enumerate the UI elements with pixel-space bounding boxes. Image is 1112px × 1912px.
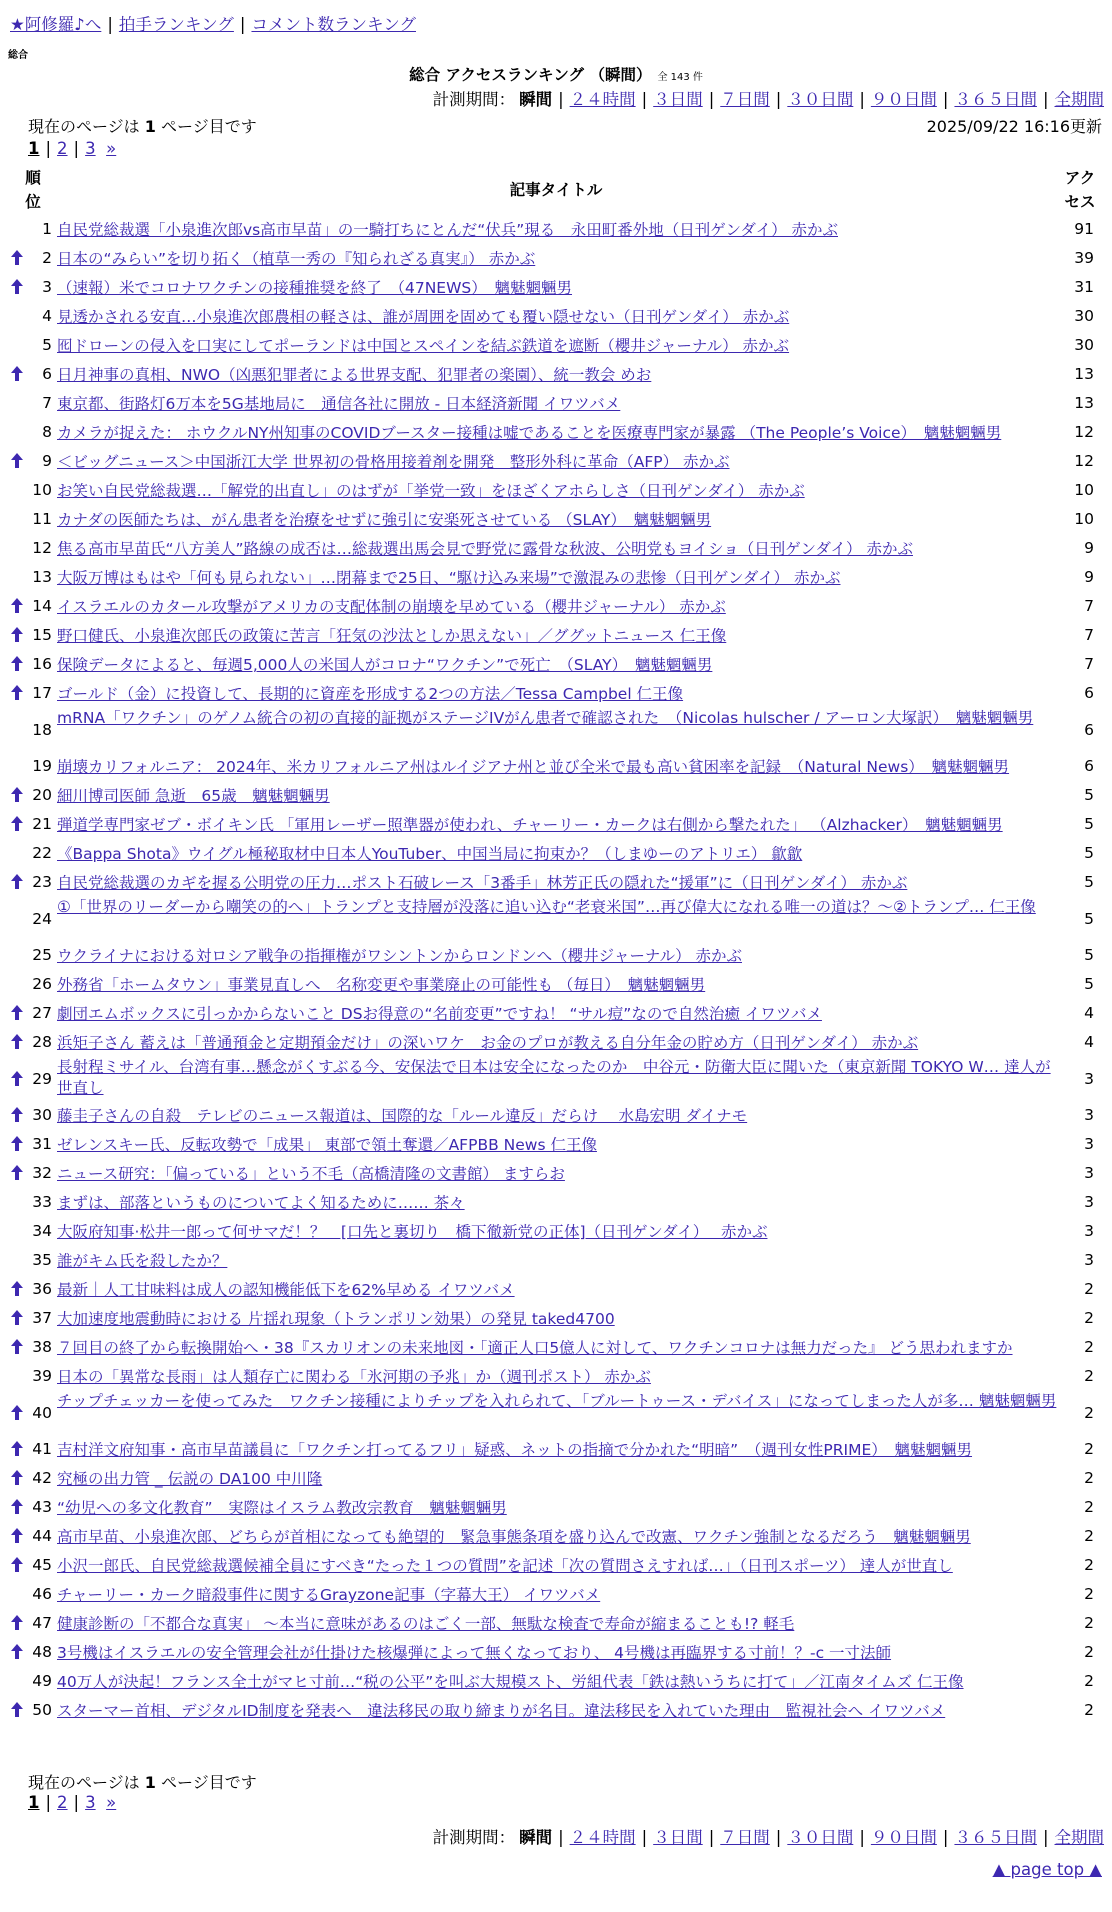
up-arrow-icon <box>10 365 24 386</box>
row-access-count: 13 <box>1074 365 1094 383</box>
row-access-count: 3 <box>1084 1251 1094 1269</box>
row-access-count: 2 <box>1084 1404 1094 1422</box>
ranking-row <box>0 1435 1112 1464</box>
ranking-title-row <box>0 63 1112 85</box>
up-arrow-icon <box>10 1004 24 1025</box>
ranking-row <box>0 1609 1112 1638</box>
row-rank: 14 <box>32 597 52 615</box>
current-page-suffix: ページ目です <box>161 117 257 136</box>
ranking-row <box>0 1304 1112 1333</box>
row-rank: 41 <box>32 1440 52 1458</box>
ranking-row <box>0 447 1112 476</box>
category-label: 総合 <box>8 50 28 61</box>
row-access-count: 5 <box>1084 946 1094 964</box>
row-rank: 7 <box>42 394 52 412</box>
article-title-link[interactable]: ７回目の終了から転換開始へ・38『スカリオンの未来地図・「適正人口5億人に対して、ワクチンコロナは無力だった』 どう思われますか <box>57 1339 1013 1357</box>
article-title-link[interactable]: 劇団エムボックスに引っかからないこと DSお得意の“名前変更”ですね！ “サル痘”なので自然治癒 イワツバメ <box>57 1005 822 1023</box>
row-rank: 45 <box>32 1556 52 1574</box>
row-access-count: 3 <box>1084 1222 1094 1240</box>
article-title-link[interactable]: 高市早苗、小泉進次郎、どちらが首相になっても絶望的 緊急事態条項を盛り込んで改憲、ワクチン強制となるだろう 魑魅魍魎男 <box>57 1528 971 1546</box>
row-access-count: 7 <box>1084 655 1094 673</box>
row-rank: 13 <box>32 568 52 586</box>
up-arrow-icon <box>10 1643 24 1664</box>
row-access-count: 7 <box>1084 597 1094 615</box>
row-rank: 25 <box>32 946 52 964</box>
row-access-count: 2 <box>1084 1614 1094 1632</box>
period-label: 計測期間： <box>432 90 516 109</box>
article-title-link[interactable]: ゼレンスキー氏、反転攻勢で「成果」 東部で領土奪還／AFPBB News 仁王像 <box>57 1136 597 1154</box>
row-rank: 21 <box>32 815 52 833</box>
ranking-row <box>0 331 1112 360</box>
article-title-link[interactable]: 大阪万博はもはや「何も見られない」…閉幕まで25日、“駆け込み来場”で激混みの悲惨（日刊ゲンダイ） 赤かぶ <box>57 569 841 587</box>
current-page-number: 1 <box>144 1773 156 1792</box>
row-rank: 31 <box>32 1135 52 1153</box>
ranking-row <box>0 1333 1112 1362</box>
up-arrow-icon <box>10 249 24 270</box>
clap-ranking-link[interactable]: 拍手ランキング <box>118 15 234 34</box>
row-access-count: 7 <box>1084 626 1094 644</box>
period-7d-link[interactable]: ７日間 <box>720 1828 770 1847</box>
article-title-link[interactable]: （速報）米でコロナワクチンの接種推奨を終了 （47NEWS） 魑魅魍魎男 <box>57 279 573 297</box>
ranking-row <box>0 476 1112 505</box>
row-rank: 49 <box>32 1672 52 1690</box>
row-access-count: 9 <box>1084 568 1094 586</box>
ranking-list <box>0 215 1112 1725</box>
row-rank: 34 <box>32 1222 52 1240</box>
row-rank: 19 <box>32 757 52 775</box>
row-rank: 43 <box>32 1498 52 1516</box>
row-rank: 3 <box>42 278 52 296</box>
updated-timestamp: 2025/09/22 16:16更新 <box>926 117 1102 136</box>
article-title-link[interactable]: 野口健氏、小泉進次郎氏の政策に苦言「狂気の沙汰としか思えない」／ググットニュース 仁王像 <box>57 627 727 645</box>
row-access-count: 2 <box>1084 1367 1094 1385</box>
ranking-row <box>0 1638 1112 1667</box>
article-title-link[interactable]: チップチェッカーを使ってみた ワクチン接種によりチップを入れられて、「ブルートゥース・デバイス」になってしまった人が多… 魑魅魍魎男 <box>57 1392 1057 1410</box>
ranking-row <box>0 1580 1112 1609</box>
header-rank: 順位 <box>25 169 41 211</box>
article-title-link[interactable]: 東京都、街路灯6万本を5G基地局に 通信各社に開放 - 日本経済新聞 イワツバメ <box>57 395 621 413</box>
row-access-count: 2 <box>1084 1309 1094 1327</box>
row-access-count: 2 <box>1084 1556 1094 1574</box>
article-title-link[interactable]: 究極の出力管 _ 伝説の DA100 中川隆 <box>57 1470 323 1488</box>
pager-top: 1 | 2 | 3 » <box>28 139 117 158</box>
pager-current: 1 <box>28 1793 40 1812</box>
period-all-link[interactable]: 全期間 <box>1054 90 1104 109</box>
row-access-count: 6 <box>1084 721 1094 739</box>
row-rank: 38 <box>32 1338 52 1356</box>
up-arrow-icon <box>10 1440 24 1461</box>
article-title-link[interactable]: お笑い自民党総裁選…「解党的出直し」のはずが「挙党一致」をほざくアホらしさ（日刊ゲンダイ） 赤かぶ <box>57 482 805 500</box>
row-access-count: 91 <box>1074 220 1094 238</box>
row-rank: 23 <box>32 873 52 891</box>
row-rank: 20 <box>32 786 52 804</box>
ranking-row <box>0 1275 1112 1304</box>
ranking-row <box>0 650 1112 679</box>
ranking-row <box>0 1522 1112 1551</box>
up-arrow-icon <box>10 684 24 705</box>
row-access-count: 10 <box>1074 510 1094 528</box>
article-title-link[interactable]: 吉村洋文府知事・高市早苗議員に「ワクチン打ってるフリ」疑惑、ネットの指摘で分かれた“明暗” （週刊女性PRIME） 魑魅魍魎男 <box>57 1441 973 1459</box>
ranking-row <box>0 970 1112 999</box>
ranking-row <box>0 1464 1112 1493</box>
period-3d-link[interactable]: ３日間 <box>653 1828 703 1847</box>
ranking-row <box>0 1246 1112 1275</box>
current-page-prefix: 現在のページは <box>28 117 140 136</box>
up-arrow-icon <box>10 1135 24 1156</box>
article-title-link[interactable]: 長射程ミサイル、台湾有事…懸念がくすぶる今、安保法で日本は安全になったのか 中谷元・防衛大臣に聞いた（東京新聞 TOKYO W… 達人が世直し <box>57 1058 1051 1097</box>
row-rank: 2 <box>42 249 52 267</box>
up-arrow-icon <box>10 1614 24 1635</box>
current-page-info-bottom <box>28 1770 257 1793</box>
row-rank: 10 <box>32 481 52 499</box>
ranking-row <box>0 592 1112 621</box>
article-title-link[interactable]: 健康診断の「不都合な真実」 ～本当に意味があるのはごく一部、無駄な検査で寿命が縮まることも!? 軽毛 <box>57 1615 795 1633</box>
ranking-row <box>0 941 1112 970</box>
row-access-count: 12 <box>1074 452 1094 470</box>
ranking-row <box>0 621 1112 650</box>
article-title-link[interactable]: 藤圭子さんの自殺 テレビのニュース報道は、国際的な「ルール違反」だらけ 水島宏明 ダイナモ <box>57 1107 748 1125</box>
row-rank: 26 <box>32 975 52 993</box>
article-title-link[interactable]: ウクライナにおける対ロシア戦争の指揮権がワシントンからロンドンへ（櫻井ジャーナル） 赤かぶ <box>57 947 742 965</box>
period-90d-link[interactable]: ９０日間 <box>870 90 937 109</box>
period-24h-link[interactable]: ２４時間 <box>569 1828 636 1847</box>
row-rank: 16 <box>32 655 52 673</box>
ranking-row <box>0 1493 1112 1522</box>
ranking-row <box>0 1217 1112 1246</box>
up-arrow-icon <box>10 1070 24 1091</box>
row-access-count: 5 <box>1084 910 1094 928</box>
ranking-row <box>0 839 1112 868</box>
ranking-row <box>0 389 1112 418</box>
row-access-count: 6 <box>1084 757 1094 775</box>
row-rank: 42 <box>32 1469 52 1487</box>
article-title-link[interactable]: 40万人が決起！フランス全土がマヒ寸前…“税の公平”を叫ぶ大規模スト、労組代表「鉄は熱いうちに打て」／江南タイムズ 仁王像 <box>57 1673 964 1691</box>
row-rank: 11 <box>32 510 52 528</box>
current-page-number: 1 <box>144 117 156 136</box>
current-page-info <box>28 114 257 137</box>
row-access-count: 5 <box>1084 873 1094 891</box>
row-rank: 40 <box>32 1404 52 1422</box>
row-access-count: 13 <box>1074 394 1094 412</box>
row-rank: 35 <box>32 1251 52 1269</box>
ranking-row <box>0 679 1112 708</box>
row-rank: 1 <box>42 220 52 238</box>
header-access: アクセス <box>1064 169 1096 211</box>
up-arrow-icon <box>10 1701 24 1722</box>
row-rank: 9 <box>42 452 52 470</box>
row-access-count: 4 <box>1084 1004 1094 1022</box>
nav-separator: | <box>239 15 246 34</box>
ranking-row <box>0 1188 1112 1217</box>
pager-next[interactable]: » <box>106 1793 117 1812</box>
period-90d-link[interactable]: ９０日間 <box>870 1828 937 1847</box>
period-7d-link[interactable]: ７日間 <box>720 90 770 109</box>
article-title-link[interactable]: 日月神事の真相、NWO（凶悪犯罪者による世界支配、犯罪者の楽園）、統一教会 めお <box>57 366 652 384</box>
article-title-link[interactable]: スターマー首相、デジタルID制度を発表へ 違法移民の取り締まりが名目。違法移民を入れていた理由 監視社会へ イワツバメ <box>57 1702 946 1720</box>
row-rank: 22 <box>32 844 52 862</box>
header-title: 記事タイトル <box>509 181 603 199</box>
up-arrow-icon <box>10 1498 24 1519</box>
article-title-link[interactable]: 外務省「ホームタウン」事業見直しへ 名称変更や事業廃止の可能性も （毎日） 魑魅魍魎男 <box>57 976 706 994</box>
ranking-row <box>0 1130 1112 1159</box>
row-rank: 32 <box>32 1164 52 1182</box>
article-title-link[interactable]: 日本の“みらい”を切り拓く（植草一秀の『知られざる真実』） 赤かぶ <box>57 250 536 268</box>
row-access-count: 30 <box>1074 307 1094 325</box>
row-rank: 48 <box>32 1643 52 1661</box>
row-access-count: 5 <box>1084 815 1094 833</box>
row-access-count: 5 <box>1084 975 1094 993</box>
article-title-link[interactable]: 小沢一郎氏、自民党総裁選候補全員にすべき“たった１つの質問”を記述「次の質問さえすれば…」（日刊スポーツ） 達人が世直し <box>57 1557 953 1575</box>
ranking-row <box>0 1667 1112 1696</box>
row-rank: 47 <box>32 1614 52 1632</box>
ranking-row <box>0 708 1112 752</box>
ranking-row <box>0 360 1112 389</box>
row-rank: 50 <box>32 1701 52 1719</box>
ranking-row <box>0 1057 1112 1101</box>
row-access-count: 30 <box>1074 336 1094 354</box>
article-title-link[interactable]: イスラエルのカタール攻撃がアメリカの支配体制の崩壊を早めている（櫻井ジャーナル） 赤かぶ <box>57 598 726 616</box>
comment-ranking-link[interactable]: コメント数ランキング <box>251 15 416 34</box>
ranking-row <box>0 868 1112 897</box>
row-access-count: 3 <box>1084 1106 1094 1124</box>
ranking-row <box>0 273 1112 302</box>
article-title-link[interactable]: ①「世界のリーダーから嘲笑の的へ」トランプと支持層が没落に追い込む“老衰米国”…再び偉大になれる唯一の道は？～②トランプ… 仁王像 <box>57 898 1036 916</box>
up-arrow-icon <box>10 1404 24 1425</box>
up-arrow-icon <box>10 1338 24 1359</box>
ranking-row <box>0 244 1112 273</box>
row-access-count: 2 <box>1084 1338 1094 1356</box>
up-arrow-icon <box>10 597 24 618</box>
ranking-row <box>0 752 1112 781</box>
row-rank: 15 <box>32 626 52 644</box>
article-title-link[interactable]: 保険データによると、毎週5,000人の米国人がコロナ“ワクチン”で死亡 （SLAY） 魑魅魍魎男 <box>57 656 713 674</box>
period-365d-link[interactable]: ３６５日間 <box>954 1828 1037 1847</box>
current-page-suffix: ページ目です <box>161 1773 257 1792</box>
row-rank: 33 <box>32 1193 52 1211</box>
article-title-link[interactable]: カナダの医師たちは、がん患者を治療をせずに強引に安楽死させている （SLAY） 魑魅魍魎男 <box>57 511 712 529</box>
pager-link-2[interactable]: 2 <box>57 1793 68 1812</box>
row-access-count: 3 <box>1084 1135 1094 1153</box>
period-365d-link[interactable]: ３６５日間 <box>954 90 1037 109</box>
article-title-link[interactable]: 最新｜人工甘味料は成人の認知機能低下を62%早める イワツバメ <box>57 1281 515 1299</box>
row-access-count: 2 <box>1084 1701 1094 1719</box>
period-all-link[interactable]: 全期間 <box>1054 1828 1104 1847</box>
ranking-row <box>0 302 1112 331</box>
row-rank: 5 <box>42 336 52 354</box>
row-rank: 30 <box>32 1106 52 1124</box>
ranking-row <box>0 1696 1112 1725</box>
pager-next[interactable]: » <box>106 139 117 158</box>
article-title-link[interactable]: 浜矩子さん 蓄えは「普通預金と定期預金だけ」の深いワケ お金のプロが教える自分年金の貯め方（日刊ゲンダイ） 赤かぶ <box>57 1034 919 1052</box>
row-rank: 12 <box>32 539 52 557</box>
page-top-link[interactable]: ▲ page top ▲ <box>992 1860 1102 1879</box>
ranking-row <box>0 1362 1112 1391</box>
row-access-count: 2 <box>1084 1527 1094 1545</box>
period-selector-top: 計測期間： 瞬間 | ２４時間 | ３日間 | ７日間 | ３０日間 | ９０日間 | ３６５日間 | 全期間 <box>432 90 1104 109</box>
up-arrow-icon <box>10 278 24 299</box>
up-arrow-icon <box>10 626 24 647</box>
ranking-row <box>0 1551 1112 1580</box>
article-title-link[interactable]: 囮ドローンの侵入を口実にしてポーランドは中国とスペインを結ぶ鉄道を遮断（櫻井ジャーナル） 赤かぶ <box>57 337 790 355</box>
article-title-link[interactable]: 自民党総裁選のカギを握る公明党の圧力…ポスト石破レース「3番手」林芳正氏の隠れた“援軍”に（日刊ゲンダイ） 赤かぶ <box>57 874 908 892</box>
article-title-link[interactable]: 弾道学専門家ゼブ・ボイキン氏 「軍用レーザー照準器が使われ、チャーリー・カークは右側から撃たれた」 （Alzhacker） 魑魅魍魎男 <box>57 816 1003 834</box>
period-30d-link[interactable]: ３０日間 <box>787 1828 854 1847</box>
period-label: 計測期間： <box>432 1828 516 1847</box>
row-access-count: 31 <box>1074 278 1094 296</box>
up-arrow-icon <box>10 815 24 836</box>
row-access-count: 39 <box>1074 249 1094 267</box>
up-arrow-icon <box>10 1469 24 1490</box>
current-page-prefix: 現在のページは <box>28 1773 140 1792</box>
row-rank: 36 <box>32 1280 52 1298</box>
ranking-row <box>0 418 1112 447</box>
article-title-link[interactable]: 《Bappa Shota》ウイグル極秘取材中日本人YouTuber、中国当局に拘束か？（しまゆーのアトリエ） 歙歙 <box>57 845 803 863</box>
row-access-count: 5 <box>1084 786 1094 804</box>
article-title-link[interactable]: チャーリー・カーク暗殺事件に関するGrayzone記事（字幕大王） イワツバメ <box>57 1586 601 1604</box>
article-title-link[interactable]: ＜ビッグニュース＞中国浙江大学 世界初の骨格用接着剤を開発 整形外科に革命（AFP） 赤かぶ <box>57 453 730 471</box>
article-title-link[interactable]: 日本の「異常な長雨」は人類存亡に関わる「氷河期の予兆」か（週刊ポスト） 赤かぶ <box>57 1368 651 1386</box>
row-rank: 29 <box>32 1070 52 1088</box>
pager-link-2[interactable]: 2 <box>57 139 68 158</box>
ranking-row <box>0 781 1112 810</box>
row-access-count: 2 <box>1084 1469 1094 1487</box>
row-rank: 18 <box>32 721 52 739</box>
row-access-count: 2 <box>1084 1643 1094 1661</box>
row-access-count: 3 <box>1084 1164 1094 1182</box>
up-arrow-icon <box>10 1106 24 1127</box>
row-access-count: 10 <box>1074 481 1094 499</box>
up-arrow-icon <box>10 1033 24 1054</box>
up-arrow-icon <box>10 1309 24 1330</box>
row-rank: 46 <box>32 1585 52 1603</box>
page-title: 総合 アクセスランキング （瞬間） <box>409 66 652 84</box>
pager-current: 1 <box>28 139 40 158</box>
article-title-link[interactable]: 大加速度地震動時における 片揺れ現象（トランポリン効果）の発見 taked4700 <box>57 1310 615 1328</box>
period-24h-link[interactable]: ２４時間 <box>569 90 636 109</box>
row-access-count: 4 <box>1084 1033 1094 1051</box>
up-arrow-icon <box>10 1556 24 1577</box>
period-30d-link[interactable]: ３０日間 <box>787 90 854 109</box>
row-rank: 44 <box>32 1527 52 1545</box>
ranking-row <box>0 897 1112 941</box>
ranking-row <box>0 810 1112 839</box>
row-rank: 27 <box>32 1004 52 1022</box>
row-access-count: 2 <box>1084 1672 1094 1690</box>
ranking-row <box>0 505 1112 534</box>
article-title-link[interactable]: まずは、部落というものについてよく知るために…… 茶々 <box>57 1194 465 1212</box>
up-arrow-icon <box>10 873 24 894</box>
article-title-link[interactable]: 自民党総裁選「小泉進次郎vs高市早苗」の一騎打ちにとんだ“伏兵”現る 永田町番外地（日刊ゲンダイ） 赤かぶ <box>57 221 838 239</box>
row-rank: 24 <box>32 910 52 928</box>
row-access-count: 3 <box>1084 1193 1094 1211</box>
ranking-row <box>0 1028 1112 1057</box>
article-title-link[interactable]: 細川博司医師 急逝 65歳 魑魅魍魎男 <box>57 787 330 805</box>
article-title-link[interactable]: ゴールド（金）に投資して、長期的に資産を形成する2つの方法／Tessa Campbel 仁王像 <box>57 685 684 703</box>
up-arrow-icon <box>10 1527 24 1548</box>
ranking-row <box>0 999 1112 1028</box>
row-access-count: 5 <box>1084 844 1094 862</box>
period-3d-link[interactable]: ３日間 <box>653 90 703 109</box>
article-title-link[interactable]: 見透かされる安直…小泉進次郎農相の軽さは、誰が周囲を固めても覆い隠せない（日刊ゲンダイ） 赤かぶ <box>57 308 790 326</box>
article-title-link[interactable]: “幼児への多文化教育” 実際はイスラム教改宗教育 魑魅魍魎男 <box>57 1499 507 1517</box>
period-selector-bottom: 計測期間： 瞬間 | ２４時間 | ３日間 | ７日間 | ３０日間 | ９０日間 | ３６５日間 | 全期間 <box>432 1828 1104 1847</box>
article-title-link[interactable]: カメラが捉えた： ホウクルNY州知事のCOVIDブースター接種は嘘であることを医療専門家が暴露 （The People’s Voice） 魑魅魍魎男 <box>57 424 1002 442</box>
row-rank: 4 <box>42 307 52 325</box>
article-title-link[interactable]: ニュース研究：「偏っている」という不毛（高橋清隆の文書館） ますらお <box>57 1165 565 1183</box>
row-rank: 28 <box>32 1033 52 1051</box>
up-arrow-icon <box>10 452 24 473</box>
row-access-count: 9 <box>1084 539 1094 557</box>
row-access-count: 2 <box>1084 1498 1094 1516</box>
ranking-row <box>0 1101 1112 1130</box>
total-count: 全 143 件 <box>657 72 703 83</box>
ranking-row <box>0 534 1112 563</box>
ranking-row <box>0 563 1112 592</box>
row-access-count: 3 <box>1084 1070 1094 1088</box>
row-access-count: 6 <box>1084 684 1094 702</box>
row-rank: 8 <box>42 423 52 441</box>
row-rank: 17 <box>32 684 52 702</box>
article-title-link[interactable]: 3号機はイスラエルの安全管理会社が仕掛けた核爆弾によって無くなっており、 4号機は再臨界する寸前！？-c 一寸法師 <box>57 1644 892 1662</box>
ranking-row <box>0 1159 1112 1188</box>
article-title-link[interactable]: 焦る高市早苗氏“八方美人”路線の成否は…総裁選出馬会見で野党に露骨な秋波、公明党もヨイショ（日刊ゲンダイ） 赤かぶ <box>57 540 913 558</box>
row-rank: 6 <box>42 365 52 383</box>
row-access-count: 2 <box>1084 1440 1094 1458</box>
period-current: 瞬間 <box>519 1828 553 1847</box>
up-arrow-icon <box>10 786 24 807</box>
ranking-row <box>0 215 1112 244</box>
row-rank: 39 <box>32 1367 52 1385</box>
row-access-count: 2 <box>1084 1585 1094 1603</box>
article-title-link[interactable]: mRNA「ワクチン」のゲノム統合の初の直接的証拠がステージIVがん患者で確認された （Nicolas hulscher / アーロン大塚訳） 魑魅魍魎男 <box>57 709 1034 727</box>
nav-separator: | <box>107 15 113 34</box>
up-arrow-icon <box>10 1164 24 1185</box>
row-access-count: 2 <box>1084 1280 1094 1298</box>
period-current: 瞬間 <box>519 90 553 109</box>
pager-link-3[interactable]: 3 <box>85 139 96 158</box>
home-link[interactable]: ★阿修羅♪へ <box>10 15 102 34</box>
article-title-link[interactable]: 大阪府知事·松井一郎って何サマだ！？ [口先と裏切り 橋下徹新党の正体]（日刊ゲンダイ） 赤かぶ <box>57 1223 768 1241</box>
article-title-link[interactable]: 崩壊カリフォルニア： 2024年、米カリフォルニア州はルイジアナ州と並び全米で最も高い貧困率を記録 （Natural News） 魑魅魍魎男 <box>57 758 1010 776</box>
top-nav <box>10 11 416 35</box>
row-access-count: 12 <box>1074 423 1094 441</box>
up-arrow-icon <box>10 1280 24 1301</box>
row-rank: 37 <box>32 1309 52 1327</box>
pager-bottom: 1 | 2 | 3 » <box>28 1793 117 1812</box>
pager-link-3[interactable]: 3 <box>85 1793 96 1812</box>
ranking-row <box>0 1391 1112 1435</box>
article-title-link[interactable]: 誰がキム氏を殺したか？ <box>57 1252 228 1270</box>
up-arrow-icon <box>10 655 24 676</box>
